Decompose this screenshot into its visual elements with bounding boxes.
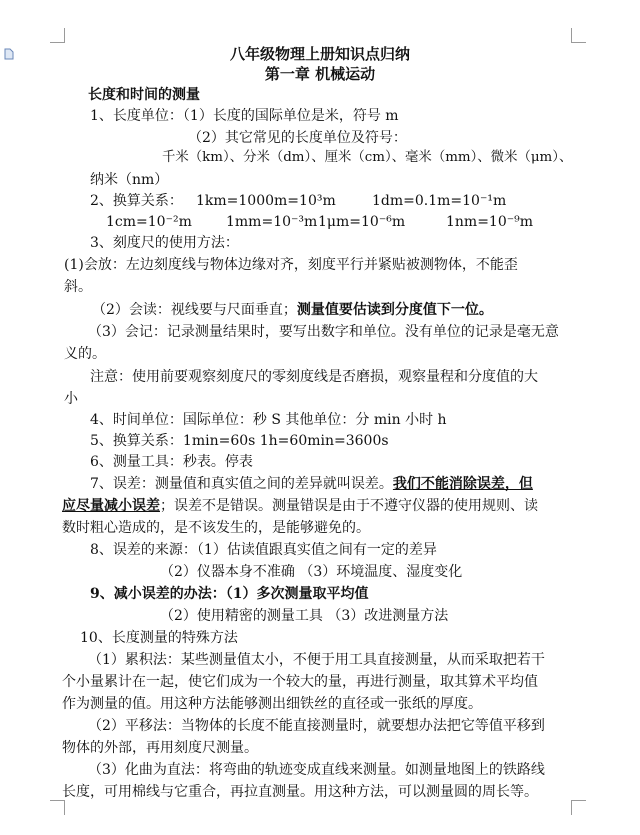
- text-span: ；误差不是错误。测量错误是由于不遵守仪器的使用规则、读: [160, 498, 538, 514]
- margin-mark-bottom-left: [50, 800, 65, 815]
- margin-mark-top-right: [571, 28, 586, 43]
- text-line: 5、换算关系：1min=60s 1h=60min=3600s: [90, 433, 389, 449]
- text-line: 义的。: [64, 346, 106, 362]
- formula: 1dm=0.1m=10⁻¹m: [372, 193, 507, 209]
- emphasis-text: 应尽量减小误差: [62, 498, 160, 514]
- formula: 1cm=10⁻²m: [106, 214, 192, 230]
- text-line: 千米（km）、分米（dm）、厘米（cm）、毫米（mm）、微米（μm）、: [162, 150, 573, 165]
- margin-mark-top-left: [50, 28, 65, 43]
- text-line: （2）其它常见的长度单位及符号：: [188, 130, 407, 146]
- text-line: （2）仪器本身不准确 （3）环境温度、湿度变化: [160, 564, 463, 580]
- text-line: （2）使用精密的测量工具 （3）改进测量方法: [160, 608, 449, 624]
- section-heading: 长度和时间的测量: [88, 87, 200, 103]
- text-line: 数时粗心造成的，是不该发生的，是能够避免的。: [62, 520, 370, 536]
- formula: 1mm=10⁻³m: [226, 214, 318, 230]
- text-line: （2）平移法：当物体的长度不能直接测量时，就要想办法把它等值平移到: [88, 718, 545, 734]
- text-line: 10、长度测量的特殊方法: [80, 630, 238, 646]
- text-line: 纳米（nm）: [90, 172, 169, 188]
- text-line: （1）累积法：某些测量值太小，不便于用工具直接测量，从而采取把若干: [88, 652, 545, 668]
- text-line: [90, 474, 640, 494]
- text-line: 物体的外部，再用刻度尺测量。: [62, 740, 258, 756]
- text-line: （3）会记：记录测量结果时，要写出数字和单位。没有单位的记录是毫无意: [88, 324, 559, 340]
- text-line: 注意：使用前要观察刻度尺的零刻度线是否磨损，观察量程和分度值的大: [90, 369, 538, 385]
- bold-text: 测量值要估读到分度值下一位。: [296, 302, 493, 318]
- text-line: 6、测量工具：秒表。停表: [90, 454, 253, 470]
- doc-title: 八年级物理上册知识点归纳: [229, 45, 410, 63]
- text-line: (1)会放：左边刻度线与物体边缘对齐，刻度平行并紧贴被测物体，不能歪: [64, 257, 518, 273]
- text-line: 2、换算关系：: [90, 193, 183, 209]
- text-line: 小: [64, 391, 78, 407]
- text-span: （2）会读：视线要与尺面垂直；: [92, 302, 297, 318]
- text-line: 4、时间单位：国际单位：秒 S 其他单位：分 min 小时 h: [90, 412, 447, 428]
- text-line: [92, 300, 640, 320]
- text-line: 作为测量的值。用这种方法能够测出细铁丝的直径或一张纸的厚度。: [62, 696, 482, 712]
- text-line: 1、长度单位：（1）长度的国际单位是米，符号 m: [90, 108, 399, 124]
- margin-mark-bottom-right: [571, 800, 586, 815]
- text-line: [90, 584, 640, 604]
- text-line: （3）化曲为直法：将弯曲的轨迹变成直线来测量。如测量地图上的铁路线: [88, 762, 545, 778]
- text-line: 8、误差的来源：（1）估读值跟真实值之间有一定的差异: [90, 542, 437, 558]
- text-line: 个小量累计在一起，使它们成为一个较大的量，再进行测量，取其算术平均值: [62, 674, 538, 690]
- text-span: 7、误差：测量值和真实值之间的差异就叫误差。: [90, 476, 393, 492]
- formula: 1μm=10⁻⁶m: [318, 214, 406, 230]
- text-line: 长度，可用棉线与它重合，再拉直测量。用这种方法，可以测量圆的周长等。: [62, 784, 538, 800]
- text-line: [62, 496, 622, 516]
- emphasis-text: 我们不能消除误差，但: [392, 476, 533, 492]
- bold-text: 9、减小误差的办法：: [90, 586, 226, 602]
- chapter-title: 第一章 机械运动: [264, 65, 376, 83]
- text-line: 3、刻度尺的使用方法：: [90, 235, 239, 251]
- text-line: 斜。: [64, 279, 92, 295]
- bold-text: （1）多次测量取平均值: [225, 586, 369, 602]
- formula: 1nm=10⁻⁹m: [446, 214, 534, 230]
- formula: 1km=1000m=10³m: [196, 193, 336, 209]
